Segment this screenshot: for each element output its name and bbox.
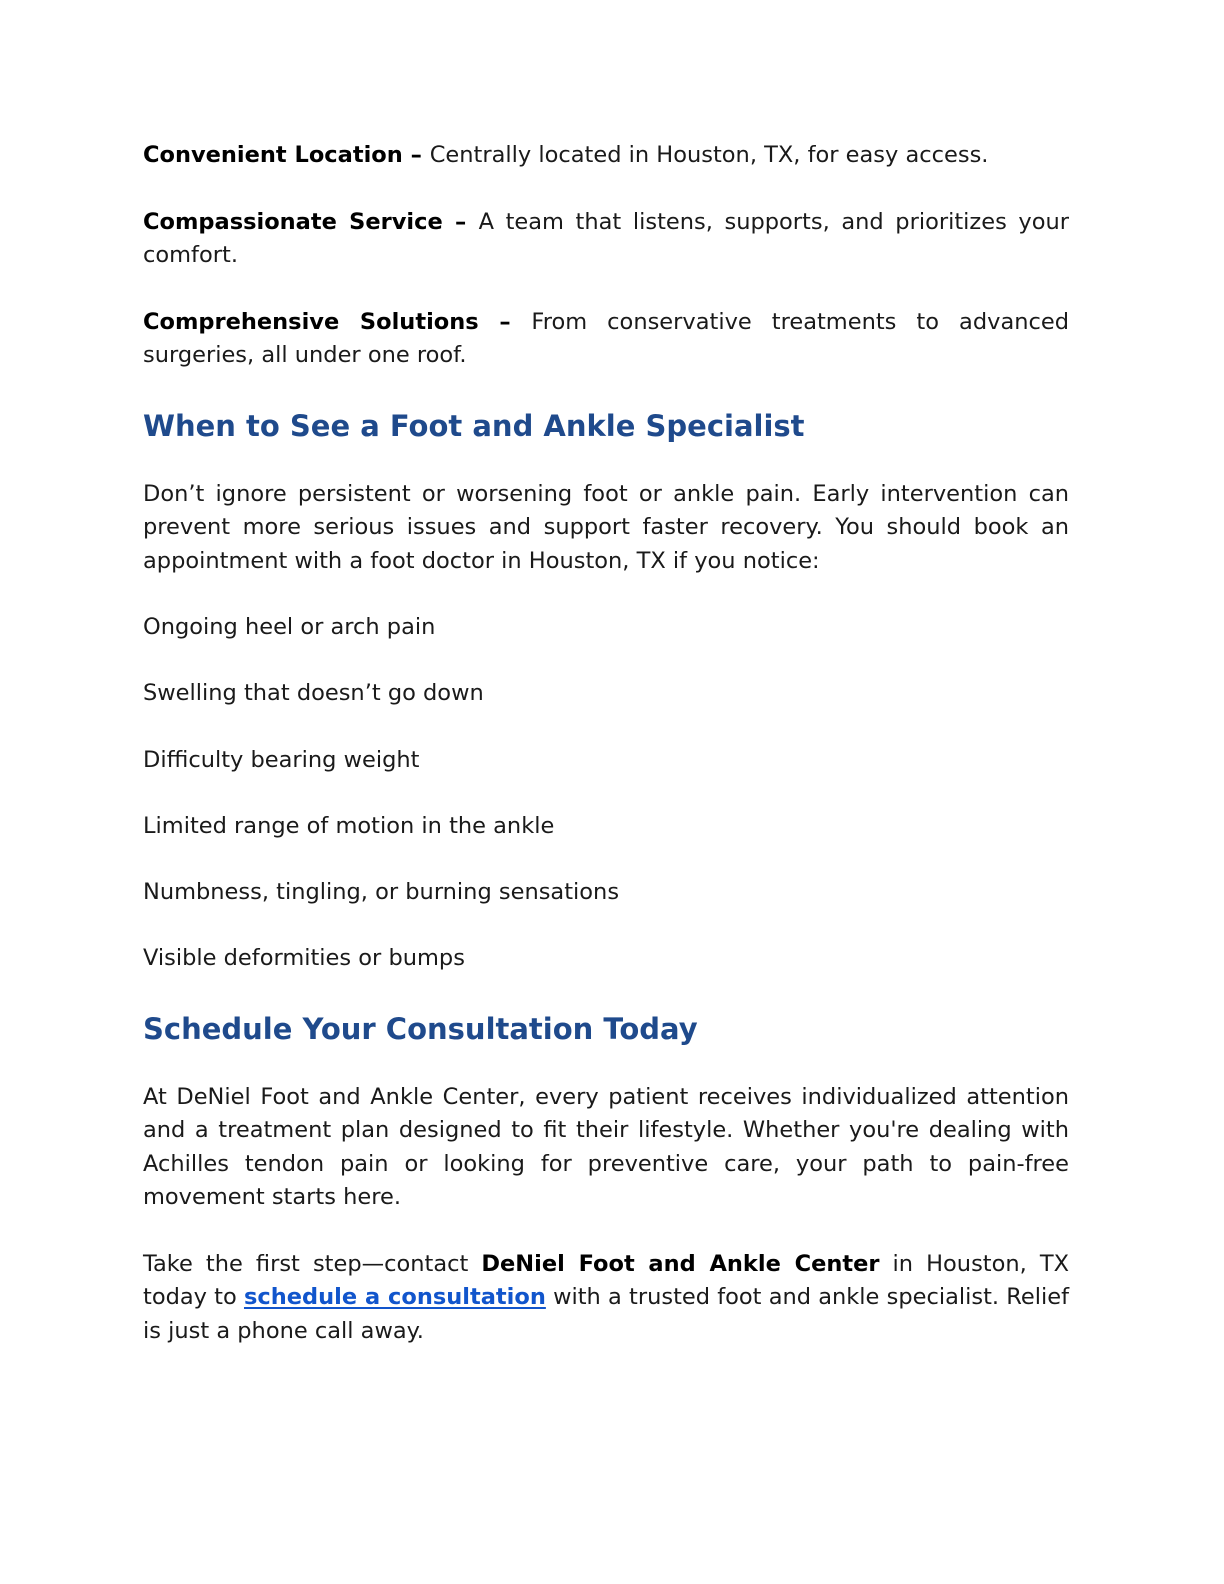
feature-text: Centrally located in Houston, TX, for easy access. <box>429 142 989 168</box>
feature-title: Convenient Location <box>143 142 403 168</box>
section-heading-when-to-see: When to See a Foot and Ankle Specialist <box>143 408 805 443</box>
contact-paragraph: Take the first step—contact DeNiel Foot and Ankle Center in Houston, TX today to schedule a consultation with a trusted foot and ankle specialist. Relief is just a phone call away. <box>143 1250 1070 1344</box>
list-item: Limited range of motion in the ankle <box>143 812 555 839</box>
schedule-consultation-link[interactable]: schedule a consultation <box>243 1284 546 1311</box>
feature-dash: – <box>499 308 511 335</box>
schedule-paragraph: At DeNiel Foot and Ankle Center, every patient receives individualized attention and a treatment plan designed to fit their lifestyle. Whether you're dealing with Achilles tendon pain or looking for preventive care, your path to pain-free movement starts here. <box>143 1083 1069 1211</box>
brand-name: DeNiel Foot and Ankle Center <box>481 1250 880 1277</box>
feature-text: From conservative treatments to advanced surgeries, all under one roof. <box>143 308 1069 368</box>
feature-dash: – <box>455 208 467 235</box>
list-item: Swelling that doesn’t go down <box>143 680 484 707</box>
document-page <box>143 139 1069 1348</box>
feature-comprehensive-solutions <box>143 306 1069 373</box>
feature-convenient-location <box>143 139 1069 173</box>
list-item: Visible deformities or bumps <box>143 945 465 972</box>
when-intro-paragraph: Don’t ignore persistent or worsening foot or ankle pain. Early intervention can prevent more serious issues and support faster recovery. You should book an appointment with a foot doctor in Houston, TX if you notice: <box>143 480 1069 574</box>
list-item: Ongoing heel or arch pain <box>143 614 436 640</box>
symptom-list <box>143 611 1069 976</box>
feature-title: Comprehensive Solutions <box>143 308 479 335</box>
list-item: Numbness, tingling, or burning sensations <box>143 879 620 906</box>
list-item: Difficulty bearing weight <box>143 746 420 773</box>
feature-compassionate-service <box>143 206 1069 273</box>
feature-dash: – <box>410 142 422 168</box>
feature-title: Compassionate Service <box>143 208 443 235</box>
feature-text: A team that listens, supports, and prioritizes your comfort. <box>143 208 1069 268</box>
section-heading-schedule: Schedule Your Consultation Today <box>143 1011 698 1046</box>
